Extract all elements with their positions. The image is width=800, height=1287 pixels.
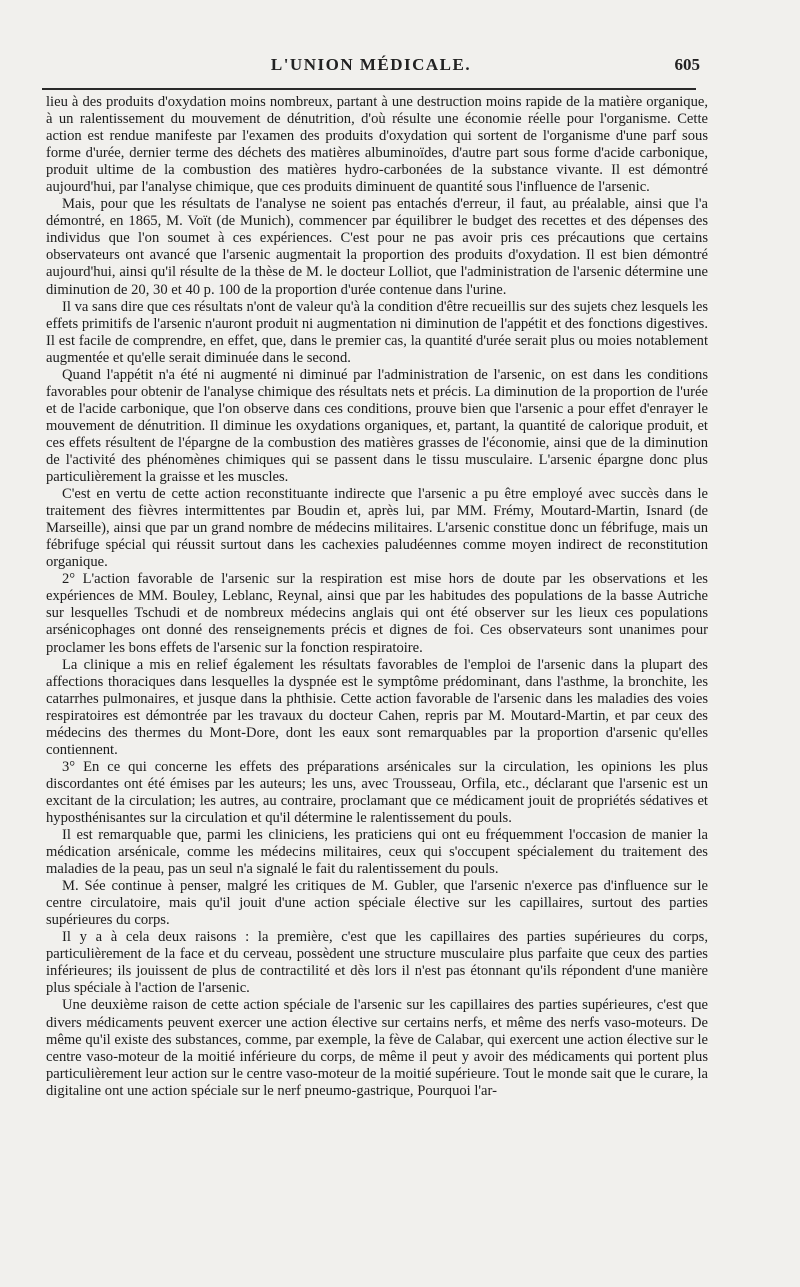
header-rule xyxy=(42,88,696,90)
paragraph: Une deuxième raison de cette action spéciale de l'arsenic sur les capillaires des parties supérieures, c'est que divers médicaments peuvent exercer une action élective sur certains nerfs, et même des nerfs vaso-moteurs. De même qu'il existe des substances, comme, par exemple, la fève de Calabar, qui exercent une action élective sur le centre vaso-moteur de la moitié inférieure du corps, de même il peut y avoir des médicaments qui portent plus particulièrement leur action sur le centre vaso-moteur de la moitié supérieure. Tout le monde sait que le curare, la digitaline ont une action spéciale sur le nerf pneumo-gastrique, Pourquoi l'ar- xyxy=(46,997,708,1099)
paragraph: Il va sans dire que ces résultats n'ont de valeur qu'à la condition d'être recueillis sur des sujets chez lesquels les effets primitifs de l'arsenic n'auront produit ni augmentation ni diminution de l'appétit et des fonctions digestives. Il est facile de comprendre, en effet, que, dans le premier cas, la quantité d'urée serait plus ou moies notablement augmentée et qu'elle serait diminuée dans le second. xyxy=(46,298,708,366)
paragraph: M. Sée continue à penser, malgré les critiques de M. Gubler, que l'arsenic n'exerce pas d'influence sur le centre circulatoire, mais qu'il jouit d'une action spéciale élective sur les capillaires, surtout des parties supérieures du corps. xyxy=(46,878,708,929)
journal-title: L'UNION MÉDICALE. xyxy=(270,55,472,74)
paragraph: 2° L'action favorable de l'arsenic sur la respiration est mise hors de doute par les observations et les expériences de MM. Bouley, Leblanc, Reynal, ainsi que par les habitudes des populations de la basse Autriche sur lesquelles Tschudi et de nombreux médecins anglais qui ont été observer sur les lieux ces populations arsénicophages ont donné des renseignements précis et dignes de foi. Ces observateurs sont unanimes pour proclamer les bons effets de l'arsenic sur la fonction respiratoire. xyxy=(46,571,708,656)
paragraph: 3° En ce qui concerne les effets des préparations arsénicales sur la circulation, les opinions les plus discordantes ont été émises par les auteurs; les uns, avec Trousseau, Orfila, etc., déclarant que l'arsenic est un excitant de la circulation; les autres, au contraire, proclamant que ce médicament jouit de propriétés sédatives et hyposthénisantes sur la circulation et qu'il détermine le ralentissement du pouls. xyxy=(46,758,708,826)
article-body xyxy=(46,94,708,1100)
paragraph: La clinique a mis en relief également les résultats favorables de l'emploi de l'arsenic dans la plupart des affections thoraciques dans lesquelles la dyspnée est le symptôme prédominant, dans l'asthme, la bronchite, les catarrhes pulmonaires, et jusque dans la phthisie. Cette action favorable de l'arsenic dans les maladies des voies respiratoires est démontrée par les travaux du docteur Cahen, repris par M. Moutard-Martin, et par ceux des médecins des thermes du Mont-Dore, dont les eaux sont remarquables par la proportion d'arsenic qu'elles contiennent. xyxy=(46,656,708,758)
paragraph-continuation: lieu à des produits d'oxydation moins nombreux, partant à une destruction moins rapide de la matière organique, à un ralentissement du mouvement de dénutrition, d'où résulte une économie réelle pour l'organisme. Cette action est rendue manifeste par l'examen des produits d'oxydation qui sortent de l'organisme d'une parf sous forme d'urée, dernier terme des déchets des matières albuminoïdes, d'autre part sous forme d'acide carbonique, produit ultime de la combustion des matières hydro-carbonées de la substance vivante. Il est démontré aujourd'hui, par l'analyse chimique, que ces produits diminuent de quantité sous l'influence de l'arsenic. xyxy=(46,94,708,196)
paragraph: Quand l'appétit n'a été ni augmenté ni diminué par l'administration de l'arsenic, on est dans les conditions favorables pour obtenir de l'analyse chimique des résultats nets et précis. La diminution de la proportion de l'urée et de l'acide carbonique, que l'on observe dans ces conditions, prouve bien que l'arsenic a pour effet d'enrayer le mouvement de dénutrition. Il diminue les oxydations organiques, et, partant, la quantité de calorique produit, et ces effets résultent de l'épargne de la combustion des matières grasses de l'économie, ainsi que de la diminution de l'activité des phénomènes chimiques qui se passent dans le tissu musculaire. L'arsenic épargne donc plus particulièrement la graisse et les muscles. xyxy=(46,366,708,486)
paragraph: C'est en vertu de cette action reconstituante indirecte que l'arsenic a pu être employé avec succès dans le traitement des fièvres intermittentes par Boudin et, après lui, par MM. Frémy, Moutard-Martin, Isnard (de Marseille), ainsi que par un grand nombre de médecins militaires. L'arsenic constitue donc un fébrifuge, mais un fébrifuge spécial qui réussit surtout dans les cachexies paludéennes comme moyen indirect de reconstitution organique. xyxy=(46,486,708,571)
paragraph: Il est remarquable que, parmi les cliniciens, les praticiens qui ont eu fréquemment l'occasion de manier la médication arsénicale, comme les médecins militaires, ceux qui s'occupent spécialement du traitement des maladies de la peau, pas un seul n'a signalé le fait du ralentissement du pouls. xyxy=(46,827,708,878)
paragraph: Mais, pour que les résultats de l'analyse ne soient pas entachés d'erreur, il faut, au préalable, ainsi que l'a démontré, en 1865, M. Voït (de Munich), commencer par équilibrer le budget des recettes et des dépenses des individus que l'on soumet à ces expériences. C'est pour ne pas avoir pris ces précautions que certains observateurs ont avancé que l'arsenic augmentait la proportion des produits d'oxydation. Il est bien démontré aujourd'hui, ainsi qu'il résulte de la thèse de M. le docteur Lolliot, que l'administration de l'arsenic détermine une diminution de 20, 30 et 40 p. 100 de la proportion d'urée contenue dans l'urine. xyxy=(46,196,708,298)
page-header xyxy=(42,55,700,81)
page-number: 605 xyxy=(674,55,700,74)
paragraph: Il y a à cela deux raisons : la première, c'est que les capillaires des parties supérieures du corps, particulièrement de la face et du cerveau, possèdent une structure musculaire plus parfaite que ceux des parties inférieures; ils jouissent de plus de contractilité et dès lors il n'est pas étonnant qu'ils répondent d'une manière plus spéciale à l'action de l'arsenic. xyxy=(46,929,708,997)
